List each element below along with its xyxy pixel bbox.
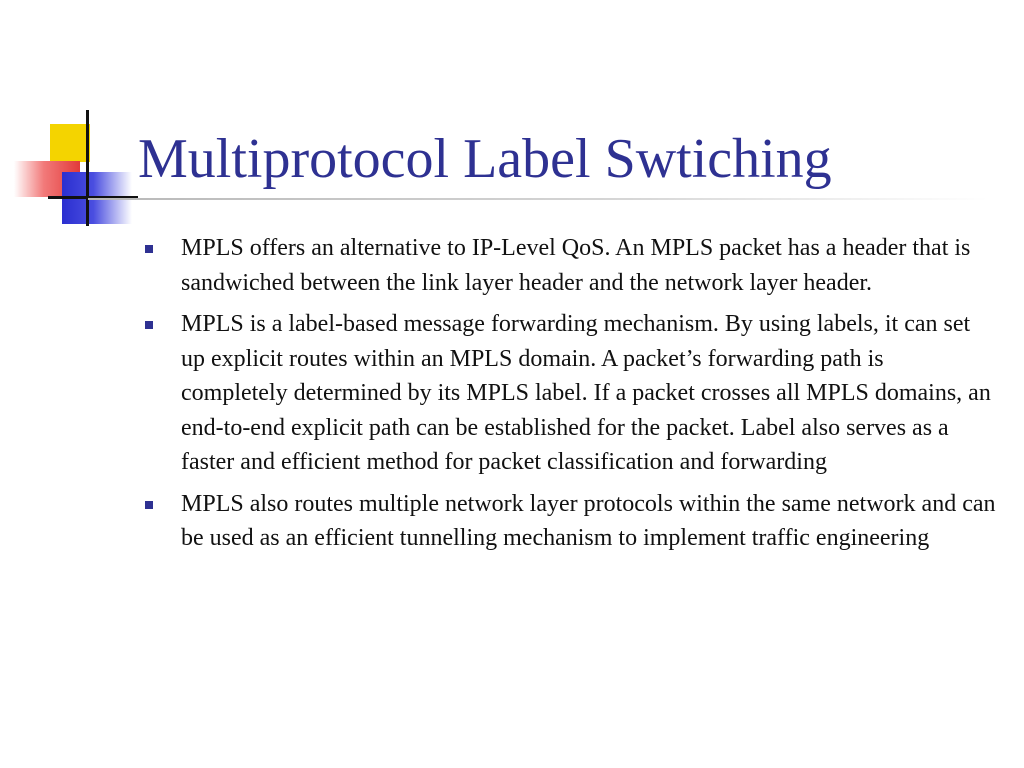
square-bullet-icon: [145, 501, 153, 509]
slide-title: Multiprotocol Label Swtiching: [138, 128, 832, 190]
square-bullet-icon: [145, 321, 153, 329]
bullet-text: MPLS is a label-based message forwarding mechanism. By using labels, it can set up explicit routes within an MPLS domain. A packet’s forwarding path is completely determined by its MPLS label. If a packet crosses all MPLS domains, an end-to-end explicit path can be established for the packet. Label also serves as a faster and efficient method for packet classification and forwarding: [181, 311, 991, 475]
logo-vertical-line: [86, 110, 89, 226]
bullet-list: [0, 231, 1024, 563]
bullet-text: MPLS offers an alternative to IP-Level QoS. An MPLS packet has a header that is sandwiched between the link layer header and the network layer header.: [181, 235, 971, 296]
square-bullet-icon: [145, 245, 153, 253]
bullet-item: [0, 307, 996, 480]
bullet-text: MPLS also routes multiple network layer protocols within the same network and can be used as an efficient tunnelling mechanism to implement traffic engineering: [181, 490, 996, 551]
bullet-item: [0, 487, 996, 556]
logo-yellow-square: [50, 124, 90, 162]
bullet-item: [0, 231, 996, 300]
title-divider: [88, 198, 988, 200]
corner-logo: [0, 0, 140, 230]
